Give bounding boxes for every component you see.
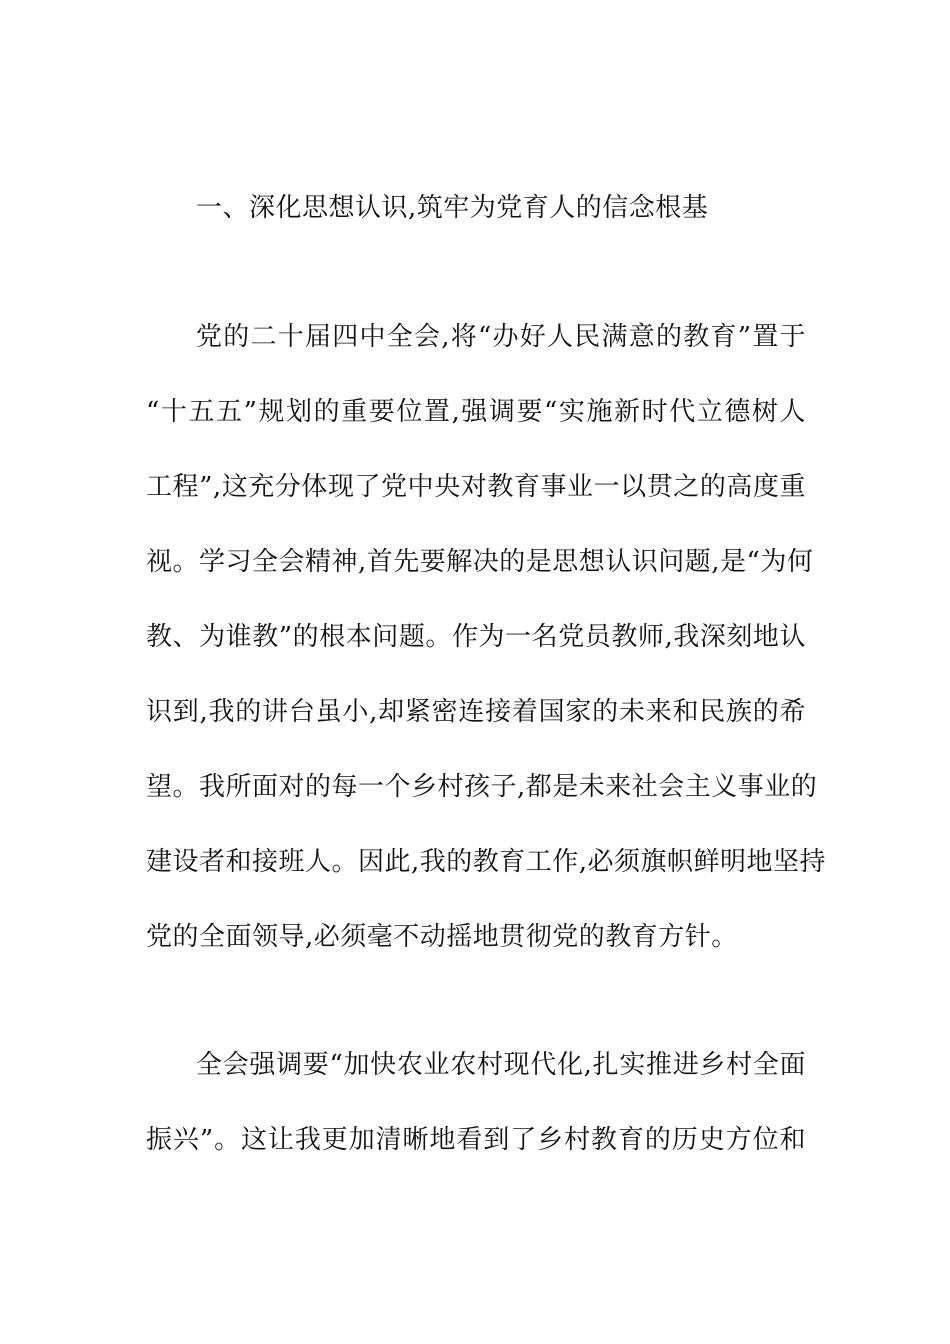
paragraph-line: 全会强调要“加快农业农村现代化,扎实推进乡村全面: [196, 1050, 806, 1080]
paragraph-line: 党的二十届四中全会,将“办好人民满意的教育”置于: [196, 322, 806, 352]
paragraph-line: 振兴”。这让我更加清晰地看到了乡村教育的历史方位和: [146, 1125, 806, 1155]
paragraph-line: 识到,我的讲台虽小,却紧密连接着国家的未来和民族的希: [146, 697, 806, 727]
paragraph-line: 建设者和接班人。因此,我的教育工作,必须旗帜鲜明地坚持: [146, 847, 827, 877]
paragraph-line: 视。学习全会精神,首先要解决的是思想认识问题,是“为何: [146, 547, 814, 577]
paragraph-line: 望。我所面对的每一个乡村孩子,都是未来社会主义事业的: [146, 772, 818, 802]
paragraph-line: 教、为谁教”的根本问题。作为一名党员教师,我深刻地认: [146, 622, 806, 652]
paragraph-line: 党的全面领导,必须毫不动摇地贯彻党的教育方针。: [146, 922, 738, 952]
paragraph-line: “十五五”规划的重要位置,强调要“实施新时代立德树人: [146, 397, 806, 427]
section-heading: 一、深化思想认识,筑牢为党育人的信念根基: [196, 193, 709, 223]
paragraph-line: 工程”,这充分体现了党中央对教育事业一以贯之的高度重: [146, 472, 806, 502]
